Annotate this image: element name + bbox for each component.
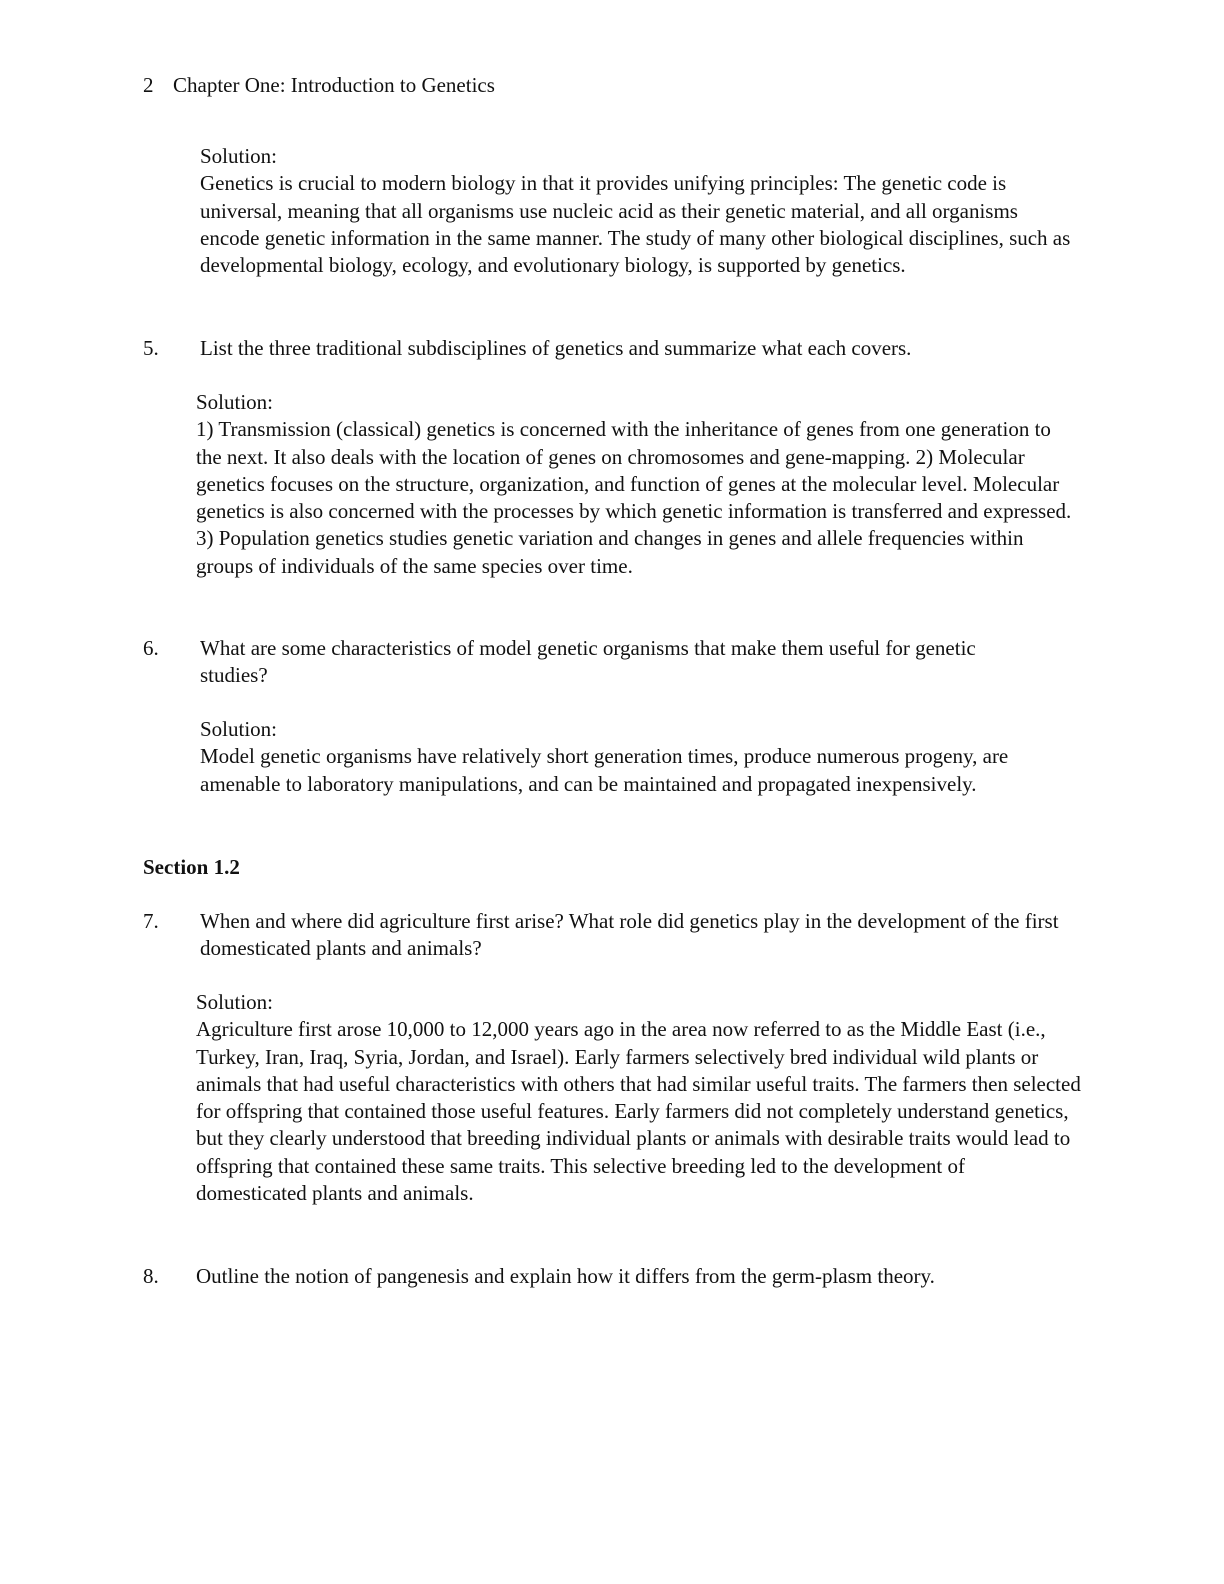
chapter-title: Chapter One: Introduction to Genetics bbox=[173, 73, 495, 97]
solution-4 bbox=[200, 143, 1080, 279]
solution-7 bbox=[196, 989, 1081, 1207]
solution-text: Genetics is crucial to modern biology in that it provides unifying principles: The genetic code is universal, meaning that all organisms use nucleic acid as their genetic material, and all organisms encode genetic information in the same manner. The study of many other biological disciplines, such as developmental biology, ecology, and evolutionary biology, is supported by genetics. bbox=[200, 171, 1071, 278]
question-number-8: 8. bbox=[143, 1264, 159, 1288]
question-5: List the three traditional subdisciplines of genetics and summarize what each covers. bbox=[200, 336, 912, 360]
solution-text: 1) Transmission (classical) genetics is concerned with the inheritance of genes from one generation to the next. It also deals with the location of genes on chromosomes and gene-mapping. 2) Molecular genetics focuses on the structure, organization, and function of genes at the molecular level. Molecular genetics is also concerned with the processes by which genetic information is transferred and expressed. 3) Population genetics studies genetic variation and changes in genes and allele frequencies within groups of individuals of the same species over time. bbox=[196, 417, 1072, 578]
solution-6 bbox=[200, 716, 1080, 798]
solution-label: Solution: bbox=[196, 990, 274, 1014]
solution-label: Solution: bbox=[200, 717, 278, 741]
question-7: When and where did agriculture first arise? What role did genetics play in the development of the first domesticated plants and animals? bbox=[200, 909, 1059, 961]
solution-label: Solution: bbox=[200, 144, 278, 168]
question-number-6: 6. bbox=[143, 636, 159, 660]
page-header bbox=[143, 72, 495, 99]
question-8: Outline the notion of pangenesis and explain how it differs from the germ-plasm theory. bbox=[196, 1264, 935, 1288]
page-number: 2 bbox=[143, 73, 154, 97]
solution-label: Solution: bbox=[196, 390, 274, 414]
solution-5 bbox=[196, 389, 1076, 580]
section-heading: Section 1.2 bbox=[143, 855, 240, 879]
question-number-5: 5. bbox=[143, 336, 159, 360]
question-number-7: 7. bbox=[143, 909, 159, 933]
solution-text: Model genetic organisms have relatively short generation times, produce numerous progeny, are amenable to laboratory manipulations, and can be maintained and propagated inexpensively. bbox=[200, 744, 1009, 796]
question-6: What are some characteristics of model genetic organisms that make them useful for genetic studies? bbox=[200, 636, 976, 688]
solution-text: Agriculture first arose 10,000 to 12,000 years ago in the area now referred to as the Middle East (i.e., Turkey, Iran, Iraq, Syria, Jordan, and Israel). Early farmers selectively bred individual wild plants or animals that had useful characteristics with others that had similar useful traits. The farmers then selected for offspring that contained those useful features. Early farmers did not completely understand genetics, but they clearly understood that breeding individual plants or animals with desirable traits would lead to offspring that contained these same traits. This selective breeding led to the development of domesticated plants and animals. bbox=[196, 1017, 1081, 1206]
